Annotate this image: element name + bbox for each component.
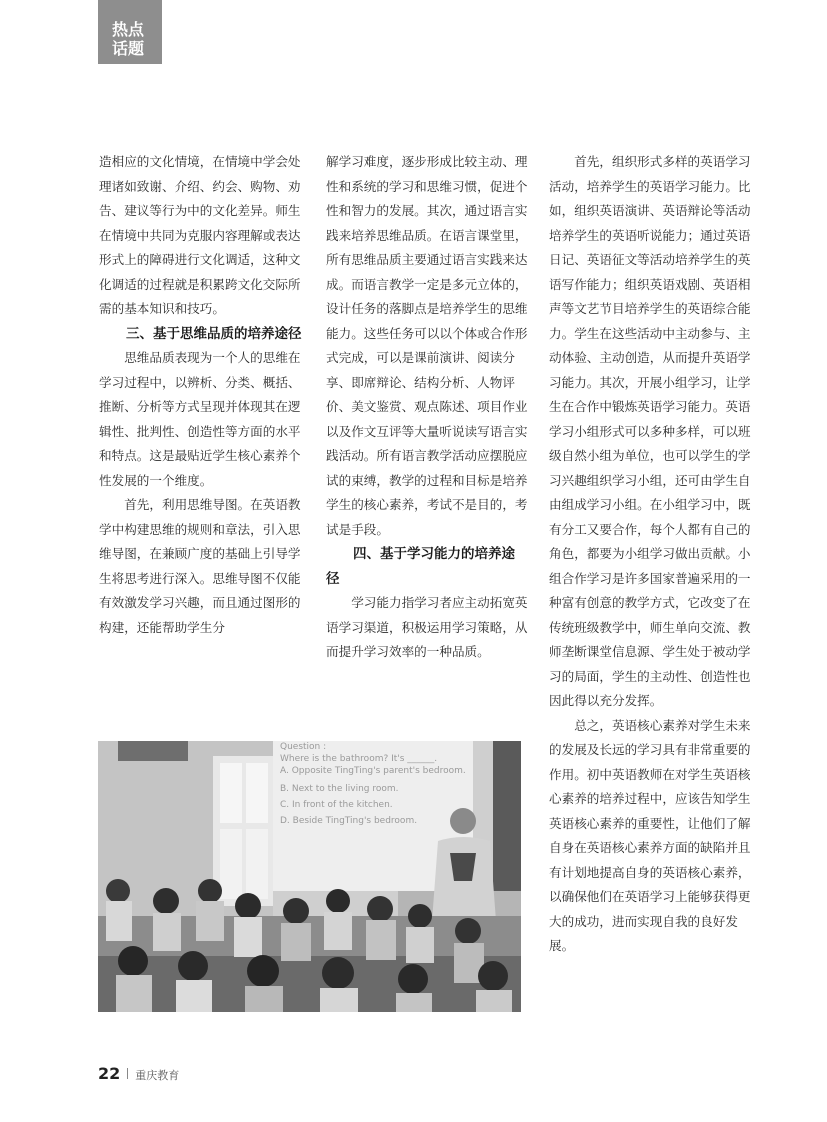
section-heading-4: 四、基于学习能力的培养途径 <box>326 546 515 587</box>
paragraph: 造相应的文化情境，在情境中学会处理诸如致谢、介绍、约会、购物、劝告、建议等行为中的文化差异。师生在情境中共同为克服内容理解或表达形式上的障碍进行文化调适，这种文化调适的过程就是积累跨文化交际所需的基本知识和技巧。 <box>99 154 301 316</box>
paragraph: 总之，英语核心素养对学生未来的发展及长远的学习具有非常重要的作用。初中英语教师在对学生英语核心素养的培养过程中，应该告知学生英语核心素养的重要性，让他们了解自身在英语核心素养方面的缺陷并且有计划地提高自身的英语核心素养，以确保他们在英语学习上能够获得更大的成功，进而实现自我的良好发展。 <box>549 717 751 953</box>
slide-line: A. Opposite TingTing's parent's bedroom. <box>280 766 466 776</box>
page-footer <box>98 1064 179 1083</box>
section-tag-line1: 热点 <box>112 20 145 39</box>
paragraph: 首先，组织形式多样的英语学习活动，培养学生的英语学习能力。比如，组织英语演讲、英语辩论等活动培养学生的英语听说能力；通过英语日记、英语征文等活动培养学生的英语写作能力；组织英语戏剧、英语相声等文艺节目培养学生的英语综合能力。学生在这些活动中主动参与、主动体验、主动创造，从而提升英语学习能力。其次，开展小组学习，让学生在合作中锻炼英语学习能力。英语学习小组形式可以多种多样，可以班级自然小组为单位，也可以学生的学习兴趣组织学习小组，还可由学生自由组成学习小组。在小组学习中，既有分工又要合作，每个人都有自己的角色，都要为小组学习做出贡献。小组合作学习是许多国家普遍采用的一种富有创意的教学方式，它改变了在传统班级教学中，师生单向交流、教师垄断课堂信息源、学生处于被动学习的局面，学生的主动性、创造性也因此得以充分发挥。 <box>549 154 751 708</box>
column-left <box>99 150 302 640</box>
footer-divider <box>127 1068 128 1079</box>
slide-line: C. In front of the kitchen. <box>280 800 393 810</box>
column-middle <box>326 150 528 665</box>
magazine-name: 重庆教育 <box>135 1069 180 1082</box>
section-tag <box>98 0 162 64</box>
column-right <box>549 150 751 959</box>
section-tag-line2: 话题 <box>112 39 145 58</box>
paragraph: 学习能力指学习者应主动拓宽英语学习渠道，积极运用学习策略，从而提升学习效率的一种品质。 <box>326 595 528 659</box>
paragraph: 思维品质表现为一个人的思维在学习过程中，以辨析、分类、概括、推断、分析等方式呈现并体现其在逻辑性、批判性、创造性等方面的水平和特点。这是最贴近学生核心素养个性发展的一个维度。 <box>99 350 301 488</box>
classroom-photo <box>98 741 521 1012</box>
slide-line: D. Beside TingTing's bedroom. <box>280 816 418 826</box>
paragraph: 首先，利用思维导图。在英语教学中构建思维的规则和章法，引入思维导图，在兼顾广度的基础上引导学生将思考进行深入。思维导图不仅能有效激发学习兴趣，而且通过图形的构建，还能帮助学生分 <box>99 497 301 635</box>
section-heading-3: 三、基于思维品质的培养途径 <box>126 325 302 342</box>
slide-line: B. Next to the living room. <box>280 784 399 794</box>
paragraph: 解学习难度，逐步形成比较主动、理性和系统的学习和思维习惯，促进个性和智力的发展。其次，通过语言实践来培养思维品质。在语言课堂里，所有思维品质主要通过语言实践来达成。而语言教学一定是多元立体的，设计任务的落脚点是培养学生的思维能力。这些任务可以以个体或合作形式完成，可以是课前演讲、阅读分享、即席辩论、结构分析、人物评价、美文鉴赏、观点陈述、项目作业以及作文互评等大量听说读写语言实践活动。所有语言教学活动应摆脱应试的束缚，教学的过程和目标是培养学生的核心素养，考试不是目的，考试是手段。 <box>326 154 528 537</box>
slide-line: Question : <box>280 742 327 752</box>
slide-line: Where is the bathroom? It's ______. <box>280 754 438 764</box>
page-number: 22 <box>98 1064 121 1083</box>
